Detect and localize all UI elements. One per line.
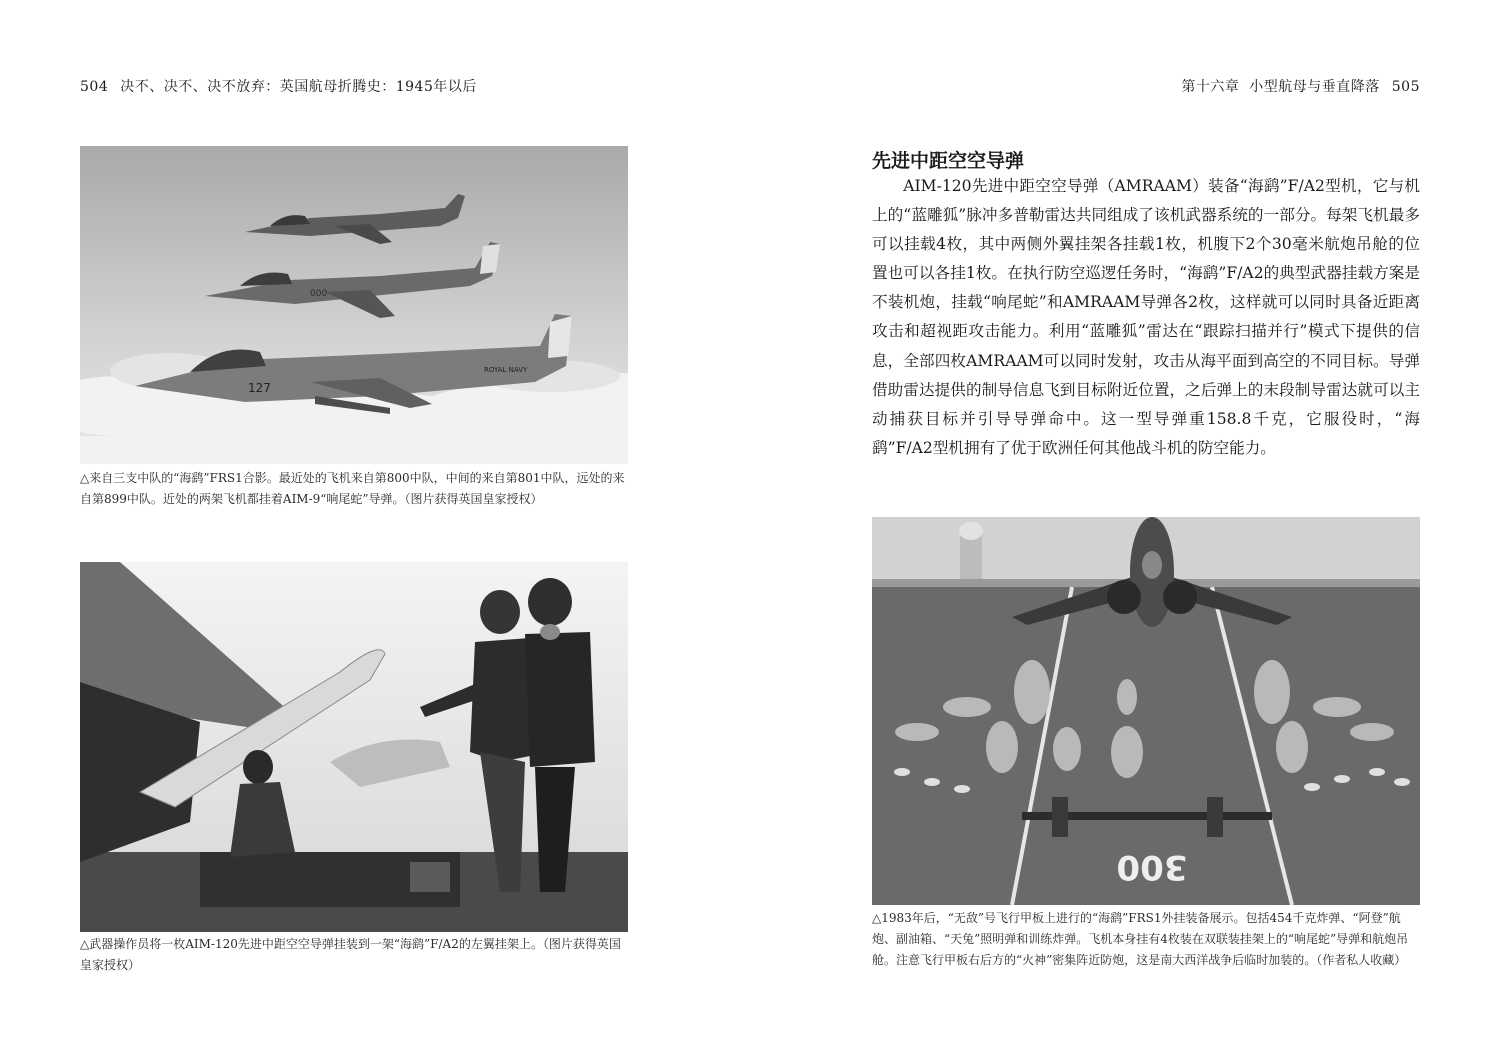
near-jet-number: 127 <box>248 381 271 395</box>
formation-photo-caption: △来自三支中队的“海鹞”FRS1合影。最近处的飞机来自第800中队，中间的来自第801中队，远处的来自第899中队。近处的两架飞机都挂着AIM-9“响尾蛇”导弹。（图片获得英国皇家授权） <box>80 471 625 506</box>
book-title: 决不、决不、决不放弃：英国航母折腾史：1945年以后 <box>120 79 477 95</box>
left-page-number: 504 <box>80 79 109 95</box>
chapter-title: 第十六章 小型航母与垂直降落 <box>1181 79 1380 95</box>
harrier-weapons-display-photo <box>872 517 1420 905</box>
sea-harrier-formation-photo <box>80 146 628 464</box>
weapons-photo-caption: △1983年后，“无敌”号飞行甲板上进行的“海鹞”FRS1外挂装备展示。包括454千克炸弹、“阿登”航炮、副油箱、“天兔”照明弹和训练炸弹。飞机本身挂有4枚装在双联装挂架上的“响尾蛇”导弹和航炮吊舱。注意飞行甲板右后方的“火神”密集阵近防炮，这是南大西洋战争后临时加装的。（作者私人收藏） <box>872 911 1409 967</box>
left-running-head <box>80 76 477 96</box>
weapons-display-illustration <box>872 517 1420 905</box>
right-running-head <box>1181 76 1420 96</box>
deck-number: 300 <box>1116 847 1188 887</box>
section-heading: 先进中距空空导弹 <box>872 150 1025 172</box>
body-paragraph: AIM-120先进中距空空导弹（AMRAAM）装备“海鹞”F/A2型机，它与机上的“蓝雕狐”脉冲多普勒雷达共同组成了该机武器系统的一部分。每架飞机最多可以挂载4枚，其中两侧外翼挂架各挂载1枚，机腹下2个30毫米航炮吊舱的位置也可以各挂1枚。在执行防空巡逻任务时，“海鹞”F/A2的典型武器挂载方案是不装机炮，挂载“响尾蛇”和AMRAAM导弹各2枚，这样就可以同时具备近距离攻击和超视距攻击能力。利用“蓝雕狐”雷达在“跟踪扫描并行”模式下提供的信息，全部四枚AMRAAM可以同时发射，攻击从海平面到高空的不同目标。导弹借助雷达提供的制导信息飞到目标附近位置，之后弹上的末段制导雷达就可以主动捕获目标并引导导弹命中。这一型导弹重158.8千克，它服役时，“海鹞”F/A2型机拥有了优于欧洲任何其他战斗机的防空能力。 <box>872 177 1420 457</box>
armourers-loading-missile-photo <box>80 562 628 932</box>
right-page-number: 505 <box>1391 79 1420 95</box>
armourers-illustration <box>80 562 628 932</box>
formation-illustration <box>80 146 628 464</box>
middle-jet-number: 000 <box>310 289 328 299</box>
armourers-photo-caption: △武器操作员将一枚AIM-120先进中距空空导弹挂装到一架“海鹞”F/A2的左翼挂架上。（图片获得英国皇家授权） <box>80 937 621 972</box>
near-jet-roundel-text: ROYAL NAVY <box>484 366 528 374</box>
